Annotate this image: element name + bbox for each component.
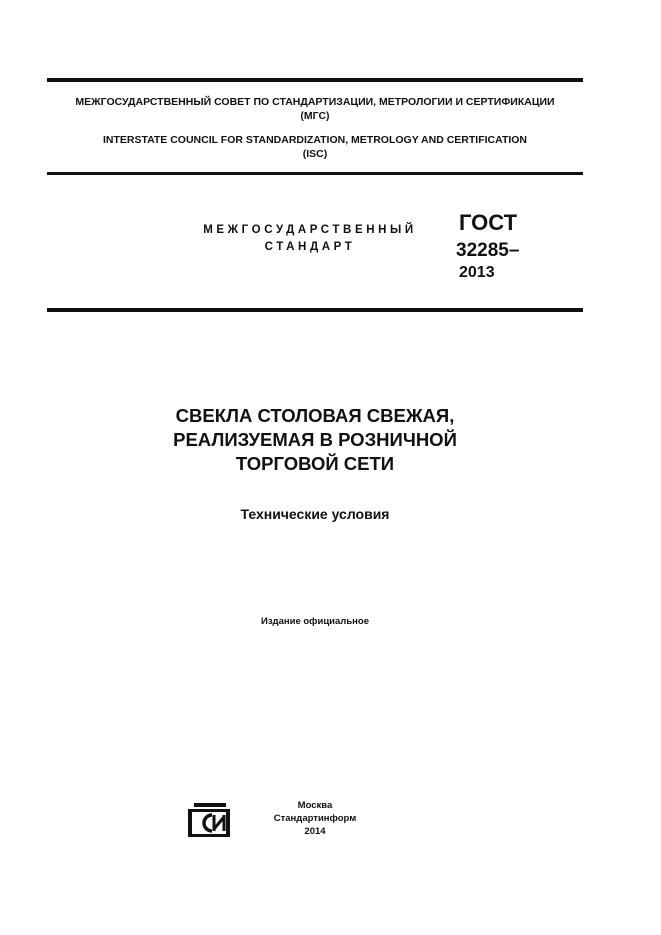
gost-year: 2013 (459, 264, 495, 281)
standard-label-line1: МЕЖГОСУДАРСТВЕННЫЙ (203, 224, 417, 236)
council-name-ru: МЕЖГОСУДАРСТВЕННЫЙ СОВЕТ ПО СТАНДАРТИЗАЦИИ, МЕТРОЛОГИИ И СЕРТИФИКАЦИИ (75, 96, 555, 108)
standard-label-line2: СТАНДАРТ (264, 241, 356, 253)
publisher-name: Стандартинформ (273, 813, 357, 824)
title-line-2: РЕАЛИЗУЕМАЯ В РОЗНИЧНОЙ (173, 429, 457, 450)
title-line-3: ТОРГОВОЙ СЕТИ (235, 453, 395, 474)
edition-note: Издание официальное (261, 616, 369, 627)
title-line-1: СВЕКЛА СТОЛОВАЯ СВЕЖАЯ, (175, 405, 455, 426)
council-abbr-ru: (МГС) (300, 110, 330, 122)
header-divider (47, 172, 583, 175)
council-abbr-en: (ISC) (302, 148, 328, 160)
council-name-en: INTERSTATE COUNCIL FOR STANDARDIZATION, METROLOGY AND CERTIFICATION (102, 134, 528, 146)
document-subtitle: Технические условия (240, 506, 390, 522)
publication-year: 2014 (304, 826, 326, 837)
gost-number: 32285– (456, 240, 520, 261)
top-rule (47, 78, 583, 82)
publisher-city: Москва (297, 800, 333, 811)
gost-word: ГОСТ (459, 210, 518, 235)
designation-divider (47, 308, 583, 312)
standartinform-logo-icon (188, 803, 230, 837)
